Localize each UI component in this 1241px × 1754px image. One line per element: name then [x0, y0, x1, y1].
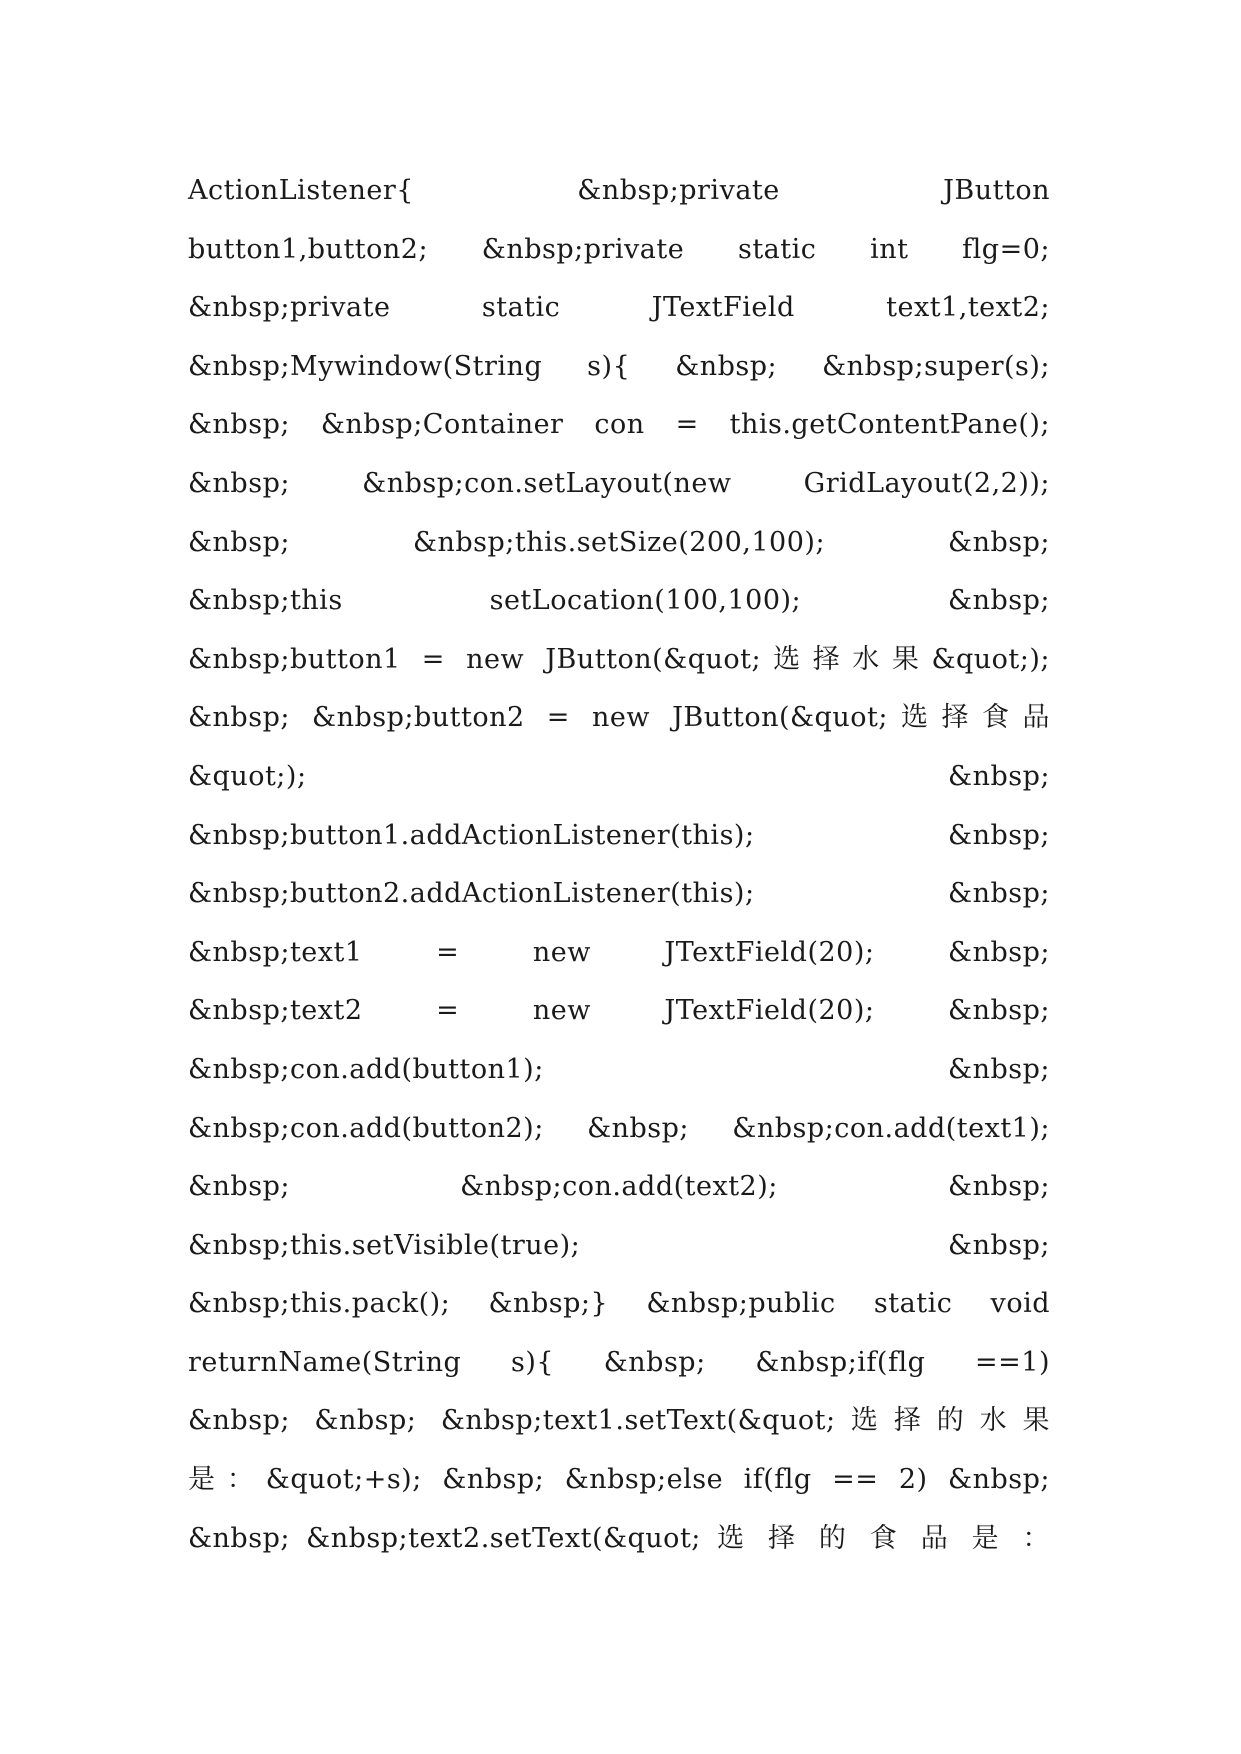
text-line: &nbsp;text2 = new JTextField(20); &nbsp; [188, 995, 1050, 1027]
text-line: button1,button2; &nbsp;private static int flg=0; [188, 233, 1050, 265]
text-line: &nbsp;button1 = new JButton(&quot;选择水果&quot;); [188, 643, 1050, 675]
text-line: &nbsp;con.add(button2); &nbsp; &nbsp;con.add(text1); [188, 1112, 1050, 1144]
text-line: ActionListener{ &nbsp;private JButton [188, 175, 1050, 206]
text-line: &nbsp;this.pack(); &nbsp;} &nbsp;public static void [188, 1288, 1050, 1320]
text-line: &nbsp; &nbsp;con.add(text2); &nbsp; [188, 1171, 1050, 1203]
text-line: 是：&quot;+s); &nbsp; &nbsp;else if(flg == 2) &nbsp; [188, 1464, 1050, 1496]
text-line: &nbsp; &nbsp;button2 = new JButton(&quot;选择食品 [188, 702, 1050, 734]
text-line: &nbsp;text1 = new JTextField(20); &nbsp; [188, 936, 1050, 968]
text-line: &quot;); &nbsp; [188, 760, 1050, 792]
text-line: &nbsp; &nbsp; &nbsp;text1.setText(&quot;选择的水果 [188, 1405, 1050, 1437]
text-line: &nbsp;this setLocation(100,100); &nbsp; [188, 585, 1050, 617]
text-line: &nbsp;button1.addActionListener(this); &nbsp; [188, 819, 1050, 851]
text-line: returnName(String s){ &nbsp; &nbsp;if(flg ==1) [188, 1346, 1050, 1378]
code-text-block [188, 162, 1050, 1568]
text-line: &nbsp; &nbsp;con.setLayout(new GridLayout(2,2)); [188, 467, 1050, 499]
text-line: &nbsp;con.add(button1); &nbsp; [188, 1053, 1050, 1085]
text-line: &nbsp; &nbsp;this.setSize(200,100); &nbsp; [188, 526, 1050, 558]
text-line: &nbsp; &nbsp;Container con = this.getContentPane(); [188, 409, 1050, 441]
text-line: &nbsp;Mywindow(String s){ &nbsp; &nbsp;super(s); [188, 350, 1050, 382]
text-line: &nbsp; &nbsp;text2.setText(&quot; 选 择 的 食 品 是 ： [188, 1522, 1050, 1554]
text-line: &nbsp;button2.addActionListener(this); &nbsp; [188, 878, 1050, 910]
text-line: &nbsp;this.setVisible(true); &nbsp; [188, 1229, 1050, 1261]
text-line: &nbsp;private static JTextField text1,text2; [188, 292, 1050, 324]
